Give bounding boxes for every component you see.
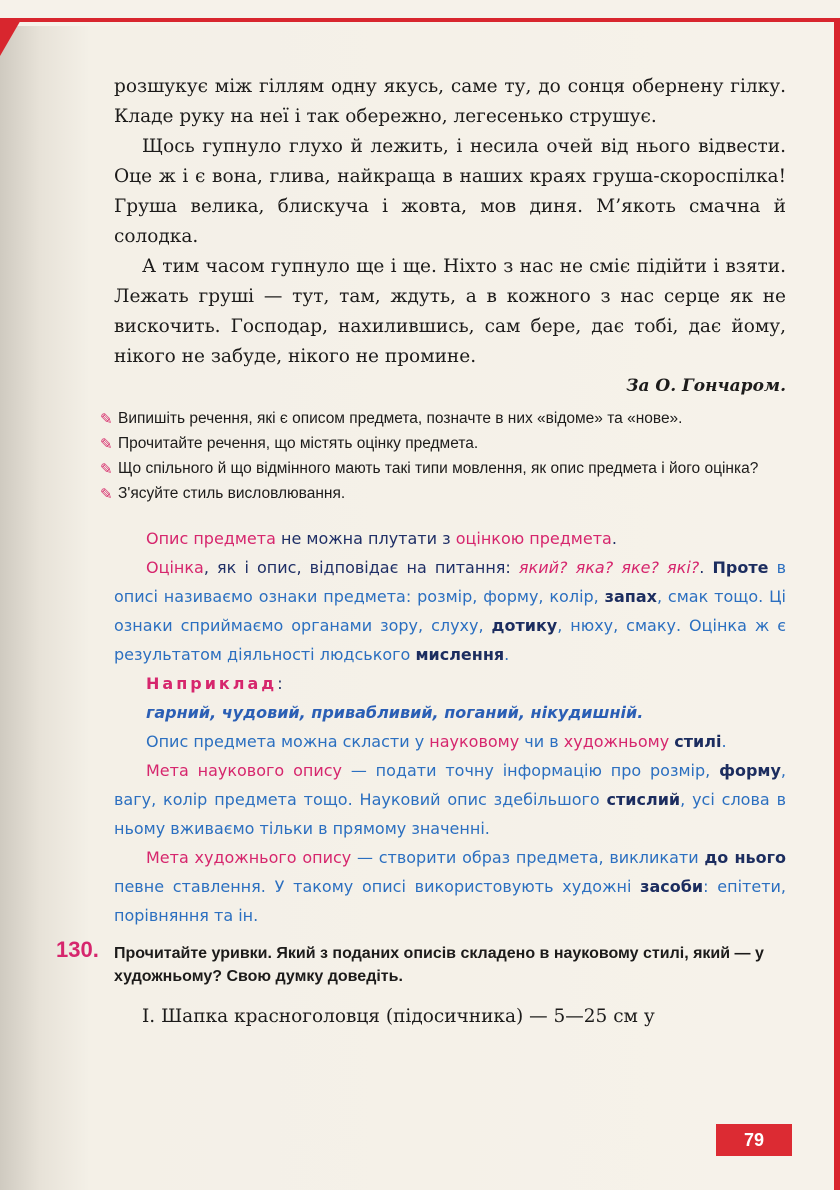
pencil-icon: ✎	[100, 461, 113, 478]
task-text: Прочитайте речення, що містять оцінку предмета.	[118, 435, 479, 452]
rule-text: форму	[719, 761, 781, 780]
page-content	[56, 72, 787, 1032]
rule-text: Опис предмета можна скласти у	[146, 732, 430, 751]
rule-text: .	[699, 558, 713, 577]
example-words: гарний, чудовий, привабливий, поганий, нікудишній.	[146, 703, 644, 722]
excerpt-paragraph-1: розшукує між гіллям одну якусь, саме ту, до сонця обернену гілку. Кладе руку на неї і так обережно, легесенько струшує.	[114, 76, 786, 127]
theory-rule-block	[114, 524, 786, 930]
exercise-number: 130.	[56, 937, 99, 962]
exercise-text-start: I. Шапка красноголовця (підосичника) — 5—25 см у	[142, 1006, 655, 1027]
rule-text: запах	[604, 587, 657, 606]
rule-text: стилі	[674, 732, 722, 751]
exercise-130	[56, 937, 786, 988]
task-item	[100, 433, 786, 454]
rule-paragraph-5	[114, 843, 786, 930]
rule-text: стислий	[606, 790, 681, 809]
rule-text: — створити образ предмета, викликати	[351, 848, 705, 867]
pencil-icon: ✎	[100, 436, 113, 453]
task-item	[100, 458, 786, 479]
rule-text: , нюху, смаку. Оцінка ж є результатом діяльності людського	[114, 616, 786, 664]
right-red-border	[834, 18, 840, 1190]
excerpt-paragraph-2: Щось гупнуло глухо й лежить, і несила очей від нього відвести. Оце ж і є вона, глива, найкраща в наших краях груша-скороспілка! Груша велика, блискуча і жовта, мов диня. М’якоть смачна й солодка.	[114, 136, 786, 247]
rule-text: .	[611, 529, 617, 548]
rule-text: мислення	[415, 645, 505, 664]
term-artistic-goal: Мета художнього опису	[146, 848, 352, 867]
term-evaluation: Оцінка	[146, 558, 204, 577]
task-item	[100, 408, 786, 429]
pencil-icon: ✎	[100, 486, 113, 503]
term-scientific-goal: Мета наукового опису	[146, 761, 342, 780]
task-text: Випишіть речення, які є описом предмета, позначте в них «відоме» та «нове».	[118, 410, 683, 427]
rule-text: дотику	[491, 616, 558, 635]
pencil-icon: ✎	[100, 411, 113, 428]
rule-example-words	[114, 698, 786, 727]
rule-text: чи в	[519, 732, 564, 751]
rule-text: .	[504, 645, 510, 664]
task-list	[100, 408, 786, 504]
task-text: Що спільного й що відмінного мають такі типи мовлення, як опис предмета і його оцінка?	[118, 460, 759, 477]
term-object-evaluation: оцінкою предмета	[455, 529, 612, 548]
rule-questions: який? яка? яке? які?	[518, 558, 700, 577]
task-item	[100, 483, 786, 504]
rule-text: в описі називаємо ознаки предмета: розмір, форму, колір,	[114, 558, 786, 606]
page-number: 79	[716, 1124, 792, 1156]
literary-excerpt	[114, 72, 786, 400]
rule-example-heading	[114, 669, 786, 698]
term-object-description: Опис предмета	[146, 529, 276, 548]
rule-text: : епітети, порівняння та ін.	[114, 877, 786, 925]
rule-text: , усі слова в ньому вживаємо тільки в прямому значенні.	[114, 790, 786, 838]
rule-text: до нього	[704, 848, 787, 867]
rule-text: певне ставлення. У такому описі використовують художні	[114, 877, 641, 896]
rule-text: .	[721, 732, 727, 751]
rule-text: :	[277, 674, 283, 693]
rule-paragraph-4	[114, 756, 786, 843]
rule-paragraph-2	[114, 553, 786, 669]
rule-text: Проте	[712, 558, 769, 577]
top-border	[0, 0, 840, 26]
term-scientific: науковому	[429, 732, 520, 751]
rule-text: засоби	[640, 877, 704, 896]
term-artistic: художньому	[563, 732, 670, 751]
excerpt-author: За О. Гончаром.	[626, 376, 786, 396]
rule-paragraph-1	[114, 524, 786, 553]
rule-paragraph-3	[114, 727, 786, 756]
rule-text: , вагу, колір предмета тощо. Науковий опис здебільшого	[114, 761, 786, 809]
rule-text: — подати точну інформацію про розмір,	[341, 761, 720, 780]
rule-text: , смак тощо. Ці ознаки сприймаємо органами зору, слуху,	[114, 587, 786, 635]
top-red-line	[0, 18, 840, 22]
rule-text: , як і опис, відповідає на питання:	[203, 558, 519, 577]
exercise-instructions: Прочитайте уривки. Який з поданих описів складено в науковому стилі, який — у художньому? Свою думку доведіть.	[114, 945, 764, 985]
rule-text: не можна плутати з	[275, 529, 456, 548]
task-text: З'ясуйте стиль висловлювання.	[118, 485, 346, 502]
excerpt-paragraph-3: А тим часом гупнуло ще і ще. Ніхто з нас не сміє підійти і взяти. Лежать груші — тут, там, ждуть, а в кожного з нас серце як не вискочить. Господар, нахилившись, сам бере, дає тобі, дає йому, нікого не забуде, нікого не промине.	[114, 256, 786, 367]
example-label: Наприклад	[146, 674, 278, 693]
